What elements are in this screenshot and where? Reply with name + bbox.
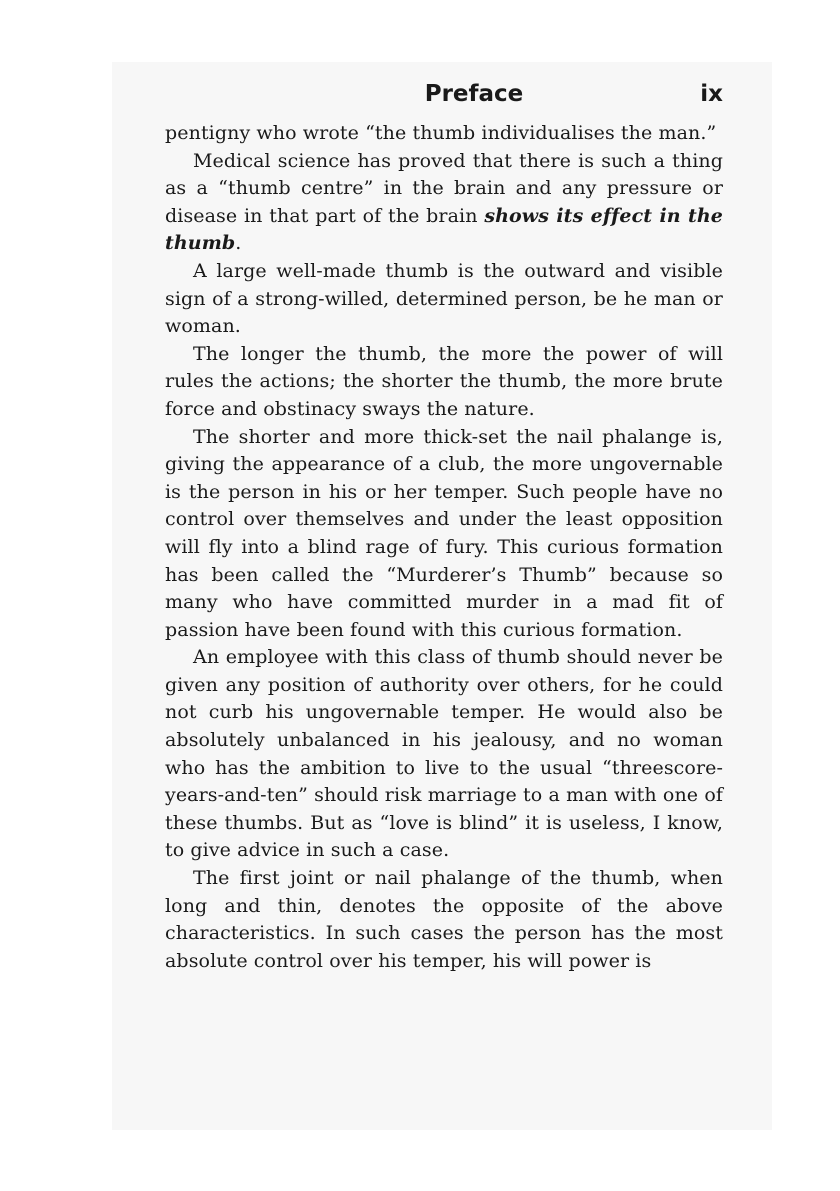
emphasized-phrase: shows its effect in the thumb	[165, 204, 723, 255]
paragraph-continuation: pentigny who wrote “the thumb individualises the man.”	[165, 122, 717, 144]
book-page	[165, 78, 723, 975]
running-head-title: Preface	[424, 81, 524, 107]
paragraph-first-joint: The first joint or nail phalange of the thumb, when long and thin, denotes the opposite of the above characteristics. In such cases the person has the most absolute control over his temper, his will power is	[165, 867, 723, 972]
running-head	[165, 78, 723, 120]
page-number: ix	[700, 81, 723, 107]
paragraph-thumb-centre	[165, 148, 723, 258]
paragraph-thumb-centre-end: .	[235, 232, 242, 255]
body-text	[165, 120, 723, 975]
paragraph-large-thumb: A large well-made thumb is the outward and visible sign of a strong-willed, determined person, be he man or woman.	[165, 259, 723, 338]
paragraph-thumb-centre-text: Medical science has proved that there is such a thing as a “thumb centre” in the brain and any pressure or disease in that part of the brain	[165, 149, 723, 227]
paragraph-murderers-thumb: The shorter and more thick-set the nail phalange is, giving the appearance of a club, the more ungovernable is the person in his or her temper. Such people have no control over themselves and under the least opposition will fly into a blind rage of fury. This curious formation has been called the “Murderer’s Thumb” because so many who have committed murder in a mad fit of passion have been found with this curious formation.	[165, 425, 723, 641]
paragraph-employee: An employee with this class of thumb should never be given any position of authority over others, for he could not curb his ungovernable temper. He would also be absolutely unbalanced in his jealousy, and no woman who has the ambition to live to the usual “threescore-years-and-ten” should risk marriage to a man with one of these thumbs. But as “love is blind” it is useless, I know, to give advice in such a case.	[165, 646, 723, 862]
paragraph-longer-thumb: The longer the thumb, the more the power of will rules the actions; the shorter the thumb, the more brute force and obstinacy sways the nature.	[165, 342, 723, 420]
